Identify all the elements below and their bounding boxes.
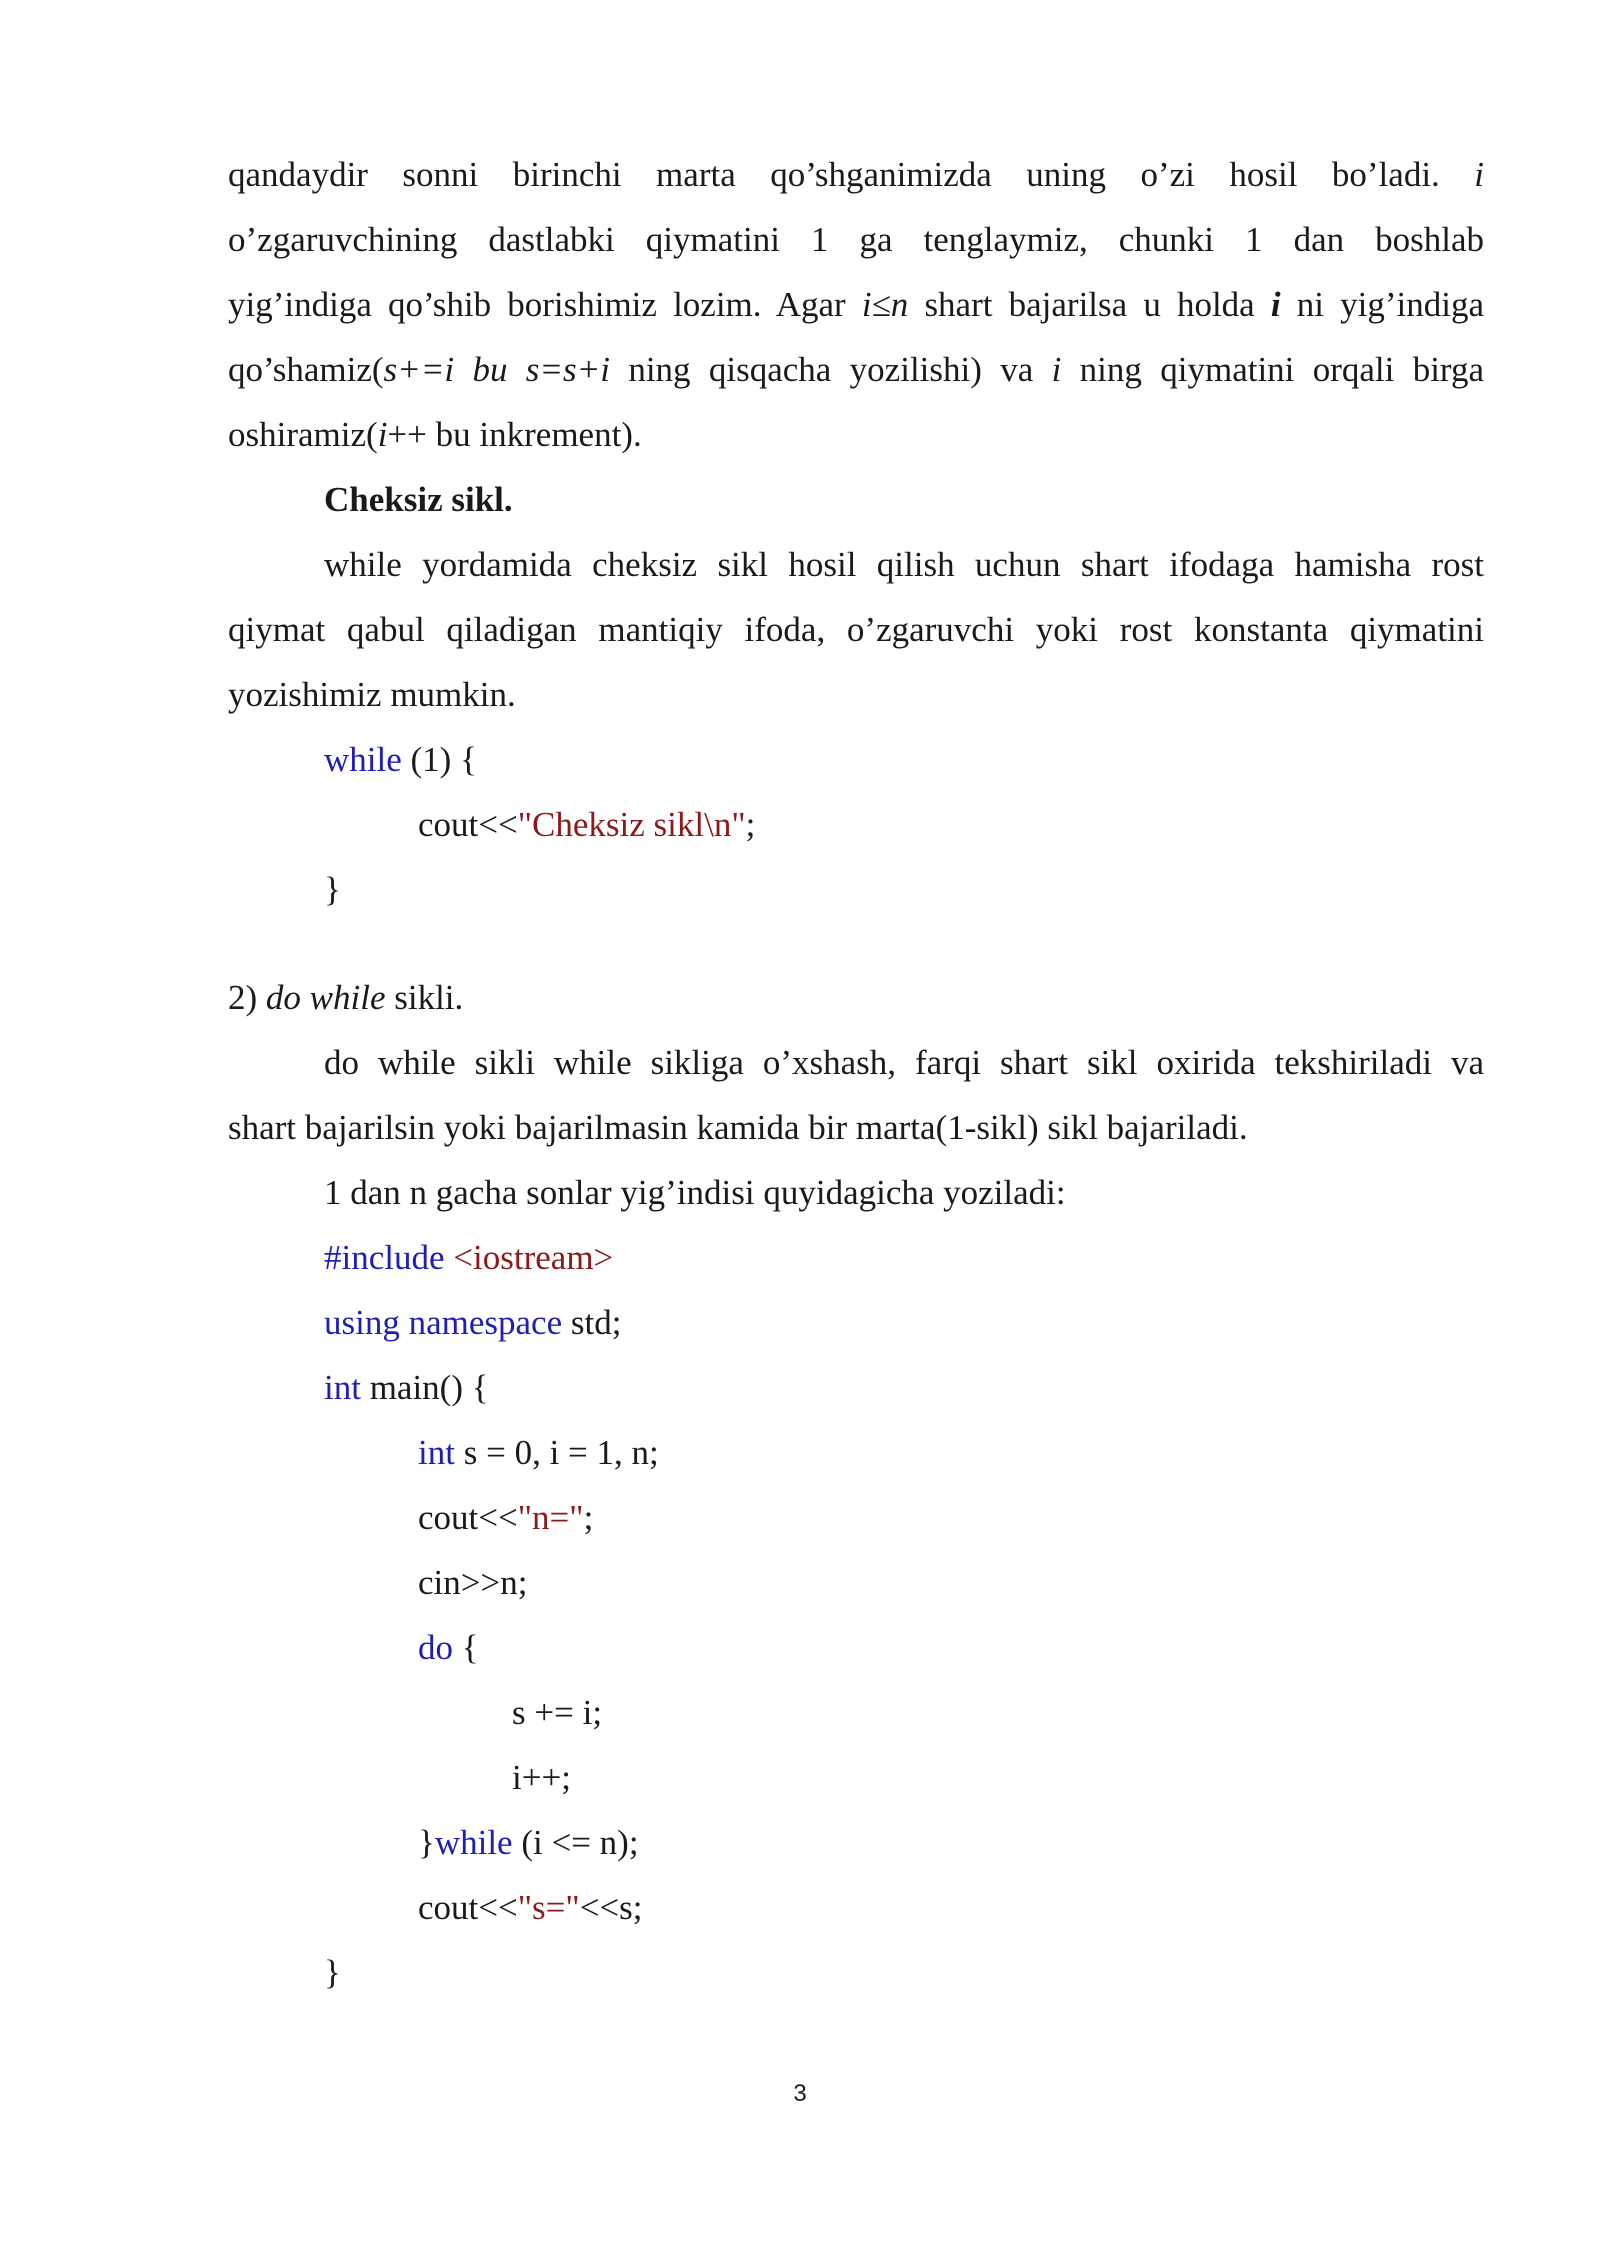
code-line-increment: i++; [512, 1758, 571, 1797]
code-line-cout [418, 792, 755, 857]
text-line: while yordamida cheksiz sikl hosil qilish uchun shart ifodaga hamisha rost [324, 545, 1484, 584]
heading-text: Cheksiz sikl. [324, 480, 513, 519]
text-span: ning qisqacha yozilishi) va [610, 350, 1052, 389]
text-line: shart bajarilsin yoki bajarilmasin kamida bir marta(1-sikl) sikl bajariladi. [228, 1108, 1248, 1147]
code-text: cout<< [418, 1888, 518, 1927]
italic-condition: i≤n [861, 285, 909, 324]
code-text: std; [562, 1303, 622, 1342]
keyword: using namespace [324, 1303, 563, 1342]
italic-var: i [1270, 285, 1281, 324]
code-line-cin: cin>>n; [418, 1563, 528, 1602]
code-text: <<s; [579, 1888, 643, 1927]
heading-italic: do while [265, 978, 386, 1017]
code-text: (i <= n); [512, 1823, 639, 1862]
text-line: do while sikli while sikliga o’xshash, farqi shart sikl oxirida tekshiriladi va [324, 1043, 1484, 1082]
text-line: qiymat qabul qiladigan mantiqiy ifoda, o’zgaruvchi yoki rost konstanta qiymatini [228, 610, 1484, 649]
keyword: do [418, 1628, 453, 1667]
italic-var: i [1474, 155, 1484, 194]
italic-var: i [377, 415, 388, 454]
code-text: (1) { [401, 740, 477, 779]
library-name: <iostream> [444, 1238, 614, 1277]
code-line-do [418, 1615, 479, 1680]
code-text: cout<< [418, 805, 518, 844]
keyword: while [324, 740, 402, 779]
text-line [228, 402, 1484, 467]
code-line-using [324, 1290, 621, 1355]
string-literal: "s=" [517, 1888, 580, 1927]
code-line-while [324, 727, 477, 792]
text-span: qandaydir sonni birinchi marta qo’shganimizda uning o’zi hosil bo’ladi. [228, 155, 1475, 194]
text-line: 1 dan n gacha sonlar yig’indisi quyidagicha yoziladi: [324, 1173, 1066, 1212]
code-text: } [418, 1823, 435, 1862]
keyword: int [418, 1433, 455, 1472]
code-line-include [324, 1225, 613, 1290]
italic-expression: s+=i bu s=s+i [383, 350, 610, 389]
code-text: ; [745, 805, 756, 844]
paragraph-sum-explanation [228, 142, 1484, 467]
code-line-cout-s [418, 1875, 643, 1940]
paragraph-infinite-loop [228, 532, 1484, 727]
text-line [228, 337, 1484, 402]
text-line: o’zgaruvchining dastlabki qiymatini 1 ga tenglaymiz, chunki 1 dan boshlab [228, 220, 1484, 259]
text-line [228, 142, 1484, 207]
text-span: ni yig’indiga [1280, 285, 1484, 324]
code-text: cout<< [418, 1498, 518, 1537]
code-text: main() { [360, 1368, 489, 1407]
italic-var: i [1051, 350, 1062, 389]
text-span: ning qiymatini orqali birga [1061, 350, 1484, 389]
text-line [228, 272, 1484, 337]
page-number: 3 [793, 2080, 807, 2107]
code-line-main [324, 1355, 489, 1420]
text-span: shart bajarilsa u holda [908, 285, 1271, 324]
section-heading-infinite-loop [228, 467, 1484, 532]
heading-number: 2) [228, 978, 266, 1017]
code-line-close-main: } [324, 1953, 341, 1992]
text-span: ++ bu inkrement). [387, 415, 642, 454]
code-text: ; [583, 1498, 594, 1537]
paragraph-do-while [228, 1030, 1484, 1225]
code-line-while-cond [418, 1810, 639, 1875]
code-line-cout-n [418, 1485, 593, 1550]
keyword: while [434, 1823, 513, 1862]
string-literal: "Cheksiz sikl\n" [517, 805, 746, 844]
keyword: int [324, 1368, 361, 1407]
string-literal: "n=" [517, 1498, 584, 1537]
code-text: s = 0, i = 1, n; [454, 1433, 659, 1472]
code-line-sum: s += i; [512, 1693, 603, 1732]
section-heading-do-while [228, 965, 463, 1030]
text-span: yig’indiga qo’shib borishimiz lozim. Agar [228, 285, 862, 324]
text-line: yozishimiz mumkin. [228, 675, 516, 714]
keyword: #include [324, 1238, 445, 1277]
code-line-close: } [324, 870, 341, 909]
code-line-decl [418, 1420, 659, 1485]
text-span: oshiramiz( [228, 415, 378, 454]
text-span: qo’shamiz( [228, 350, 384, 389]
heading-text: sikli. [385, 978, 464, 1017]
code-text: { [453, 1628, 479, 1667]
